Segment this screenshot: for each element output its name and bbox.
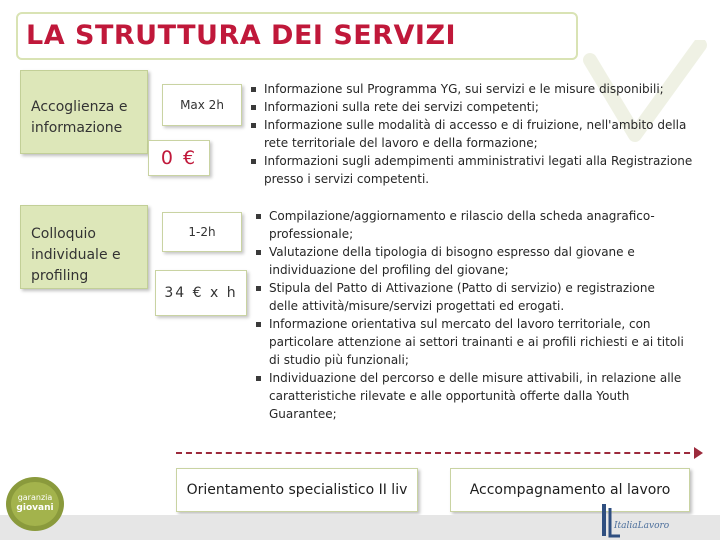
logo-text-giovani: giovani <box>16 503 54 513</box>
list-item: Individuazione del percorso e delle misure attivabili, in relazione alle caratteristiche rilevate e alle opportunità offerte dalla Youth Guarantee; <box>255 369 687 423</box>
list-item: Compilazione/aggiornamento e rilascio della scheda anagrafico-professionale; <box>255 207 687 243</box>
list-item: Informazione sulle modalità di accesso e di fruizione, nell'ambito della rete territoriale del lavoro e della formazione; <box>250 116 708 152</box>
service-box-accoglienza <box>20 70 148 154</box>
garanzia-giovani-logo-icon <box>3 470 67 534</box>
service-name: Accoglienza e informazione <box>31 99 128 136</box>
service-box-colloquio <box>20 205 148 289</box>
page-title: LA STRUTTURA DEI SERVIZI <box>26 20 457 51</box>
list-item: Stipula del Patto di Attivazione (Patto di servizio) e registrazione delle attività/misure/servizi progettati ed erogati. <box>255 279 687 315</box>
list-item: Valutazione della tipologia di bisogno espresso dal giovane e individuazione del profiling del giovane; <box>255 243 687 279</box>
duration-tag: Max 2h <box>162 84 242 126</box>
logo-text-garanzia: garanzia <box>17 493 53 502</box>
cost-tag: 0 € <box>148 140 210 176</box>
list-item: Informazioni sulla rete dei servizi competenti; <box>250 98 708 116</box>
flow-arrow-line <box>176 452 700 454</box>
service-1-bullet-list <box>250 80 708 188</box>
next-step-orientamento: Orientamento specialistico II liv <box>176 468 418 512</box>
list-item: Informazione sul Programma YG, sui servizi e le misure disponibili; <box>250 80 708 98</box>
italia-lavoro-logo-icon <box>596 500 716 540</box>
list-item: Informazioni sugli adempimenti amministrativi legati alla Registrazione presso i servizi competenti. <box>250 152 708 188</box>
cost-tag: 34 € x h <box>155 270 247 316</box>
duration-tag: 1-2h <box>162 212 242 252</box>
service-2-bullet-list <box>255 207 687 423</box>
service-name: Colloquio individuale e profiling <box>31 226 121 284</box>
italia-lavoro-text: ItaliaLavoro <box>614 521 670 531</box>
arrow-right-icon <box>694 447 703 459</box>
next-step-accompagnamento: Accompagnamento al lavoro <box>450 468 690 512</box>
list-item: Informazione orientativa sul mercato del lavoro territoriale, con particolare attenzione ai settori trainanti e ai profili richiesti e ai titoli di studio più funzionali; <box>255 315 687 369</box>
